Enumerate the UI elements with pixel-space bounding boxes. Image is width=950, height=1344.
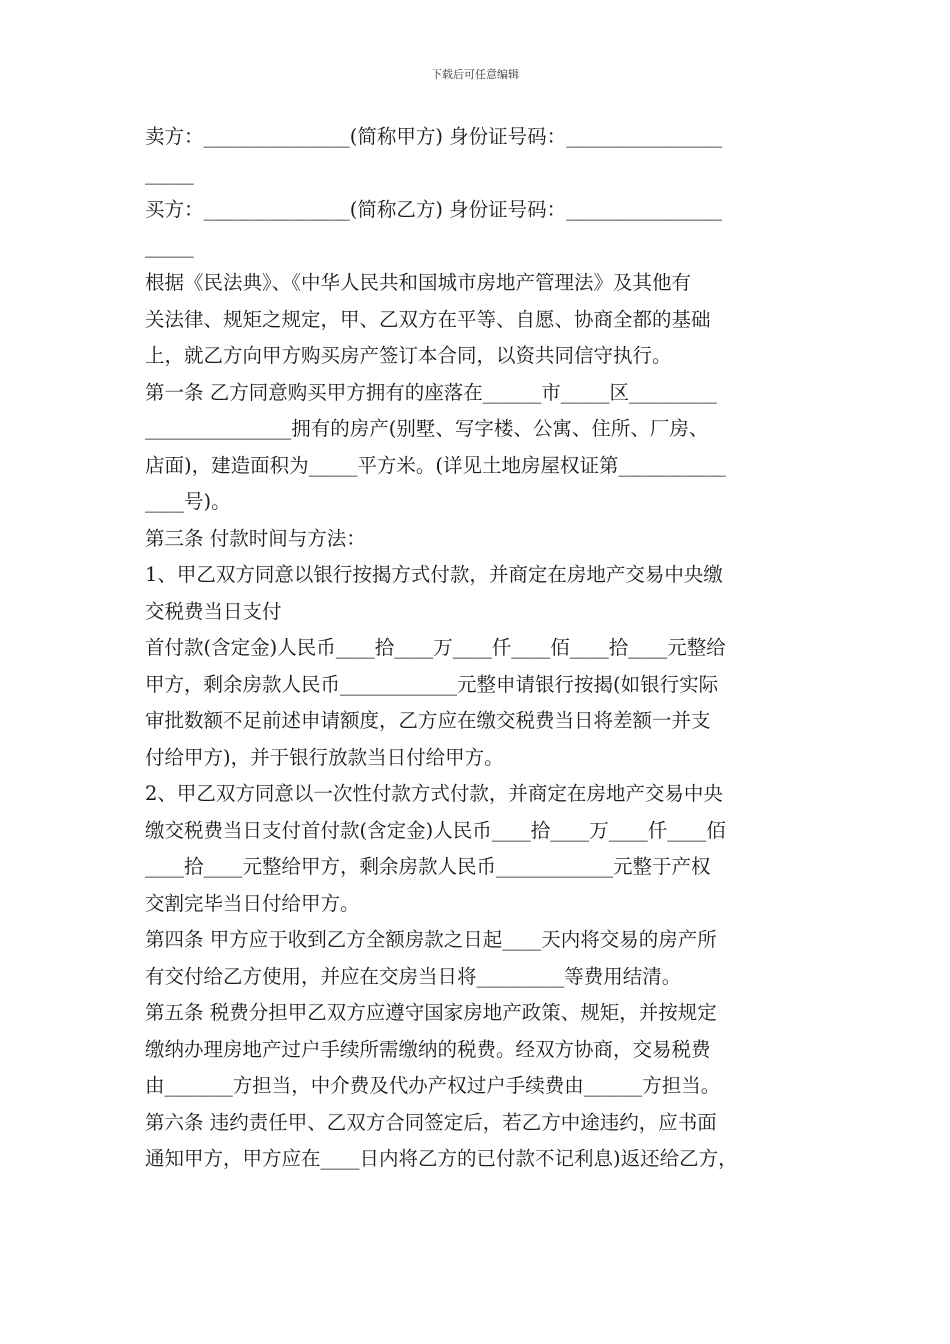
text-line: 交税费当日支付: [145, 599, 282, 623]
text-line: 店面)，建造面积为_____平方米。(详见土地房屋权证第___________: [145, 453, 726, 477]
text-line: 审批数额不足前述申请额度，乙方应在缴交税费当日将差额一并支: [145, 709, 711, 732]
text-line: 由_______方担当，中介费及代办产权过户手续费由______方担当。: [145, 1074, 721, 1097]
text-line: 第四条 甲方应于收到乙方全额房款之日起____天内将交易的房产所: [145, 928, 717, 951]
page-header-note: 下载后可任意编辑: [431, 68, 519, 81]
text-line: 2、甲乙双方同意以一次性付款方式付款，并商定在房地产交易中央: [145, 782, 723, 805]
text-line: 通知甲方，甲方应在____日内将乙方的已付款不记利息)返还给乙方，: [145, 1147, 738, 1170]
text-line: _______________拥有的房产(别墅、写字楼、公寓、住所、厂房、: [145, 417, 709, 440]
text-line: 缴交税费当日支付首付款(含定金)人民币____拾____万____仟____佰: [145, 818, 726, 842]
text-line: _____: [145, 234, 194, 258]
text-line: 交割完毕当日付给甲方。: [145, 891, 360, 915]
text-line: 甲方，剩余房款人民币____________元整申请银行按揭(如银行实际: [145, 672, 719, 696]
text-line: 缴纳办理房地产过户手续所需缴纳的税费。经双方协商，交易税费: [145, 1037, 711, 1061]
text-line: ____号)。: [145, 490, 231, 513]
text-line: 第六条 违约责任甲、乙双方合同签定后，若乙方中途违约，应书面: [145, 1110, 717, 1134]
contract-body: [145, 119, 810, 1178]
text-line: 根据《民法典》、《中华人民共和国城市房地产管理法》及其他有: [145, 271, 692, 294]
text-line: 付给甲方)，并于银行放款当日付给甲方。: [145, 745, 504, 769]
text-line: 有交付给乙方使用，并应在交房当日将_________等费用结清。: [145, 964, 682, 988]
text-line: _____: [145, 161, 194, 185]
text-line: 卖方：_______________(简称甲方) 身份证号码：________________: [145, 125, 723, 148]
text-line: ____拾____元整给甲方，剩余房款人民币____________元整于产权: [145, 855, 711, 878]
text-line: 首付款(含定金)人民币____拾____万____仟____佰____拾____元整给: [145, 636, 726, 659]
text-line: 上，就乙方向甲方购买房产签订本合同，以资共同信守执行。: [145, 344, 672, 367]
text-line: 第五条 税费分担甲乙双方应遵守国家房地产政策、规矩，并按规定: [145, 1001, 717, 1024]
text-line: 关法律、规矩之规定，甲、乙双方在平等、自愿、协商全都的基础: [145, 307, 711, 331]
text-line: 1、甲乙双方同意以银行按揭方式付款，并商定在房地产交易中央缴: [145, 563, 723, 586]
text-line: 第一条 乙方同意购买甲方拥有的座落在______市_____区_________: [145, 380, 717, 404]
text-line: 买方：_______________(简称乙方) 身份证号码：________________: [145, 198, 723, 221]
section-heading: 第三条 付款时间与方法：: [145, 526, 366, 550]
